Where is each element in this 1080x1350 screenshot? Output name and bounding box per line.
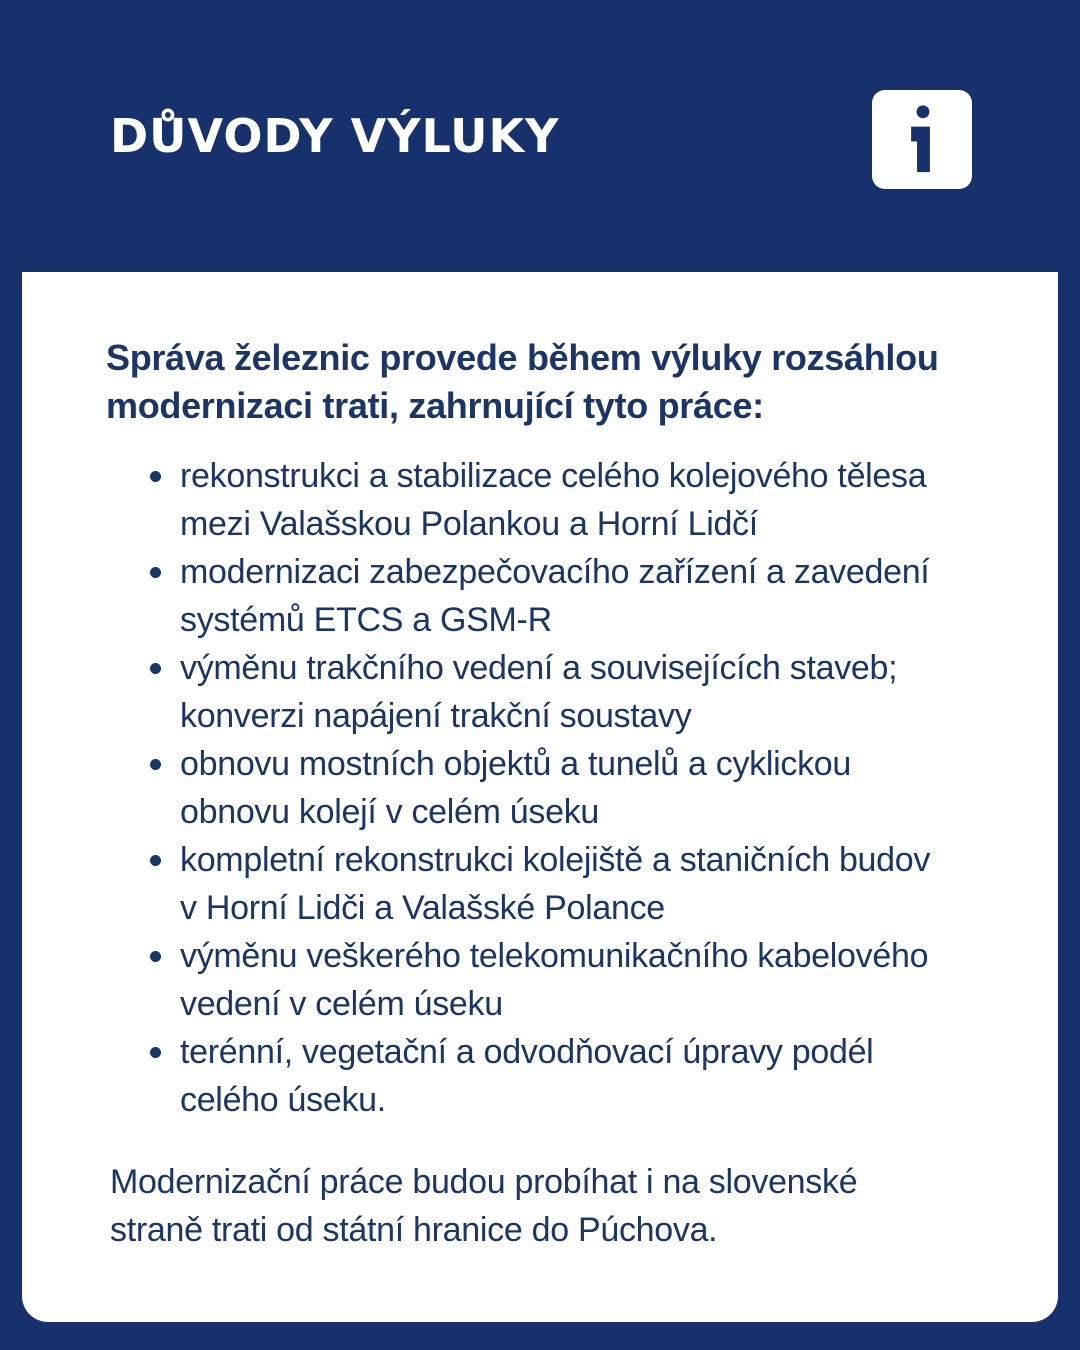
intro-line: modernizaci trati, zahrnující tyto práce: bbox=[106, 385, 764, 426]
outro-line: straně trati od státní hranice do Púchova. bbox=[110, 1211, 718, 1249]
bullet-dot-icon bbox=[150, 1047, 161, 1058]
info-icon bbox=[872, 90, 972, 189]
bullet-item bbox=[180, 932, 930, 1028]
bullet-line: modernizaci zabezpečovacího zařízení a zavedení bbox=[180, 553, 930, 591]
bullet-line: vedení v celém úseku bbox=[180, 985, 503, 1023]
bullet-item bbox=[180, 548, 930, 644]
bullet-line: terénní, vegetační a odvodňovací úpravy podél bbox=[180, 1033, 874, 1071]
bullet-line: systémů ETCS a GSM-R bbox=[180, 601, 552, 639]
bullet-dot-icon bbox=[150, 663, 161, 674]
bullet-item bbox=[180, 836, 930, 932]
bullet-line: v Horní Lidči a Valašské Polance bbox=[180, 889, 665, 927]
bullet-item bbox=[180, 1028, 930, 1124]
page-title: DŮVODY VÝLUKY bbox=[110, 109, 560, 163]
bullet-item bbox=[180, 452, 930, 548]
intro-line: Správa železnic provede během výluky rozsáhlou bbox=[106, 337, 939, 378]
content-card bbox=[22, 272, 1058, 1322]
outro-line: Modernizační práce budou probíhat i na slovenské bbox=[110, 1163, 858, 1201]
bullet-dot-icon bbox=[150, 951, 161, 962]
bullet-dot-icon bbox=[150, 567, 161, 578]
outro-paragraph bbox=[110, 1158, 857, 1254]
bullet-line: výměnu trakčního vedení a souvisejících staveb; bbox=[180, 649, 898, 687]
bullet-line: rekonstrukci a stabilizace celého kolejového tělesa bbox=[180, 457, 927, 495]
bullet-dot-icon bbox=[150, 471, 161, 482]
bullet-line: mezi Valašskou Polankou a Horní Lidčí bbox=[180, 505, 758, 543]
bullet-line: kompletní rekonstrukci kolejiště a staničních budov bbox=[180, 841, 931, 879]
bullet-item bbox=[180, 644, 930, 740]
bullet-dot-icon bbox=[150, 855, 161, 866]
bullet-line: obnovu mostních objektů a tunelů a cyklickou bbox=[180, 745, 851, 783]
bullet-line: obnovu kolejí v celém úseku bbox=[180, 793, 600, 831]
bullet-item bbox=[180, 740, 930, 836]
bullet-line: celého úseku. bbox=[180, 1081, 386, 1119]
bullet-line: výměnu veškerého telekomunikačního kabelového bbox=[180, 937, 929, 975]
bullet-line: konverzi napájení trakční soustavy bbox=[180, 697, 692, 735]
intro-paragraph bbox=[106, 334, 939, 430]
bullet-dot-icon bbox=[150, 759, 161, 770]
bullet-list bbox=[180, 452, 930, 1124]
